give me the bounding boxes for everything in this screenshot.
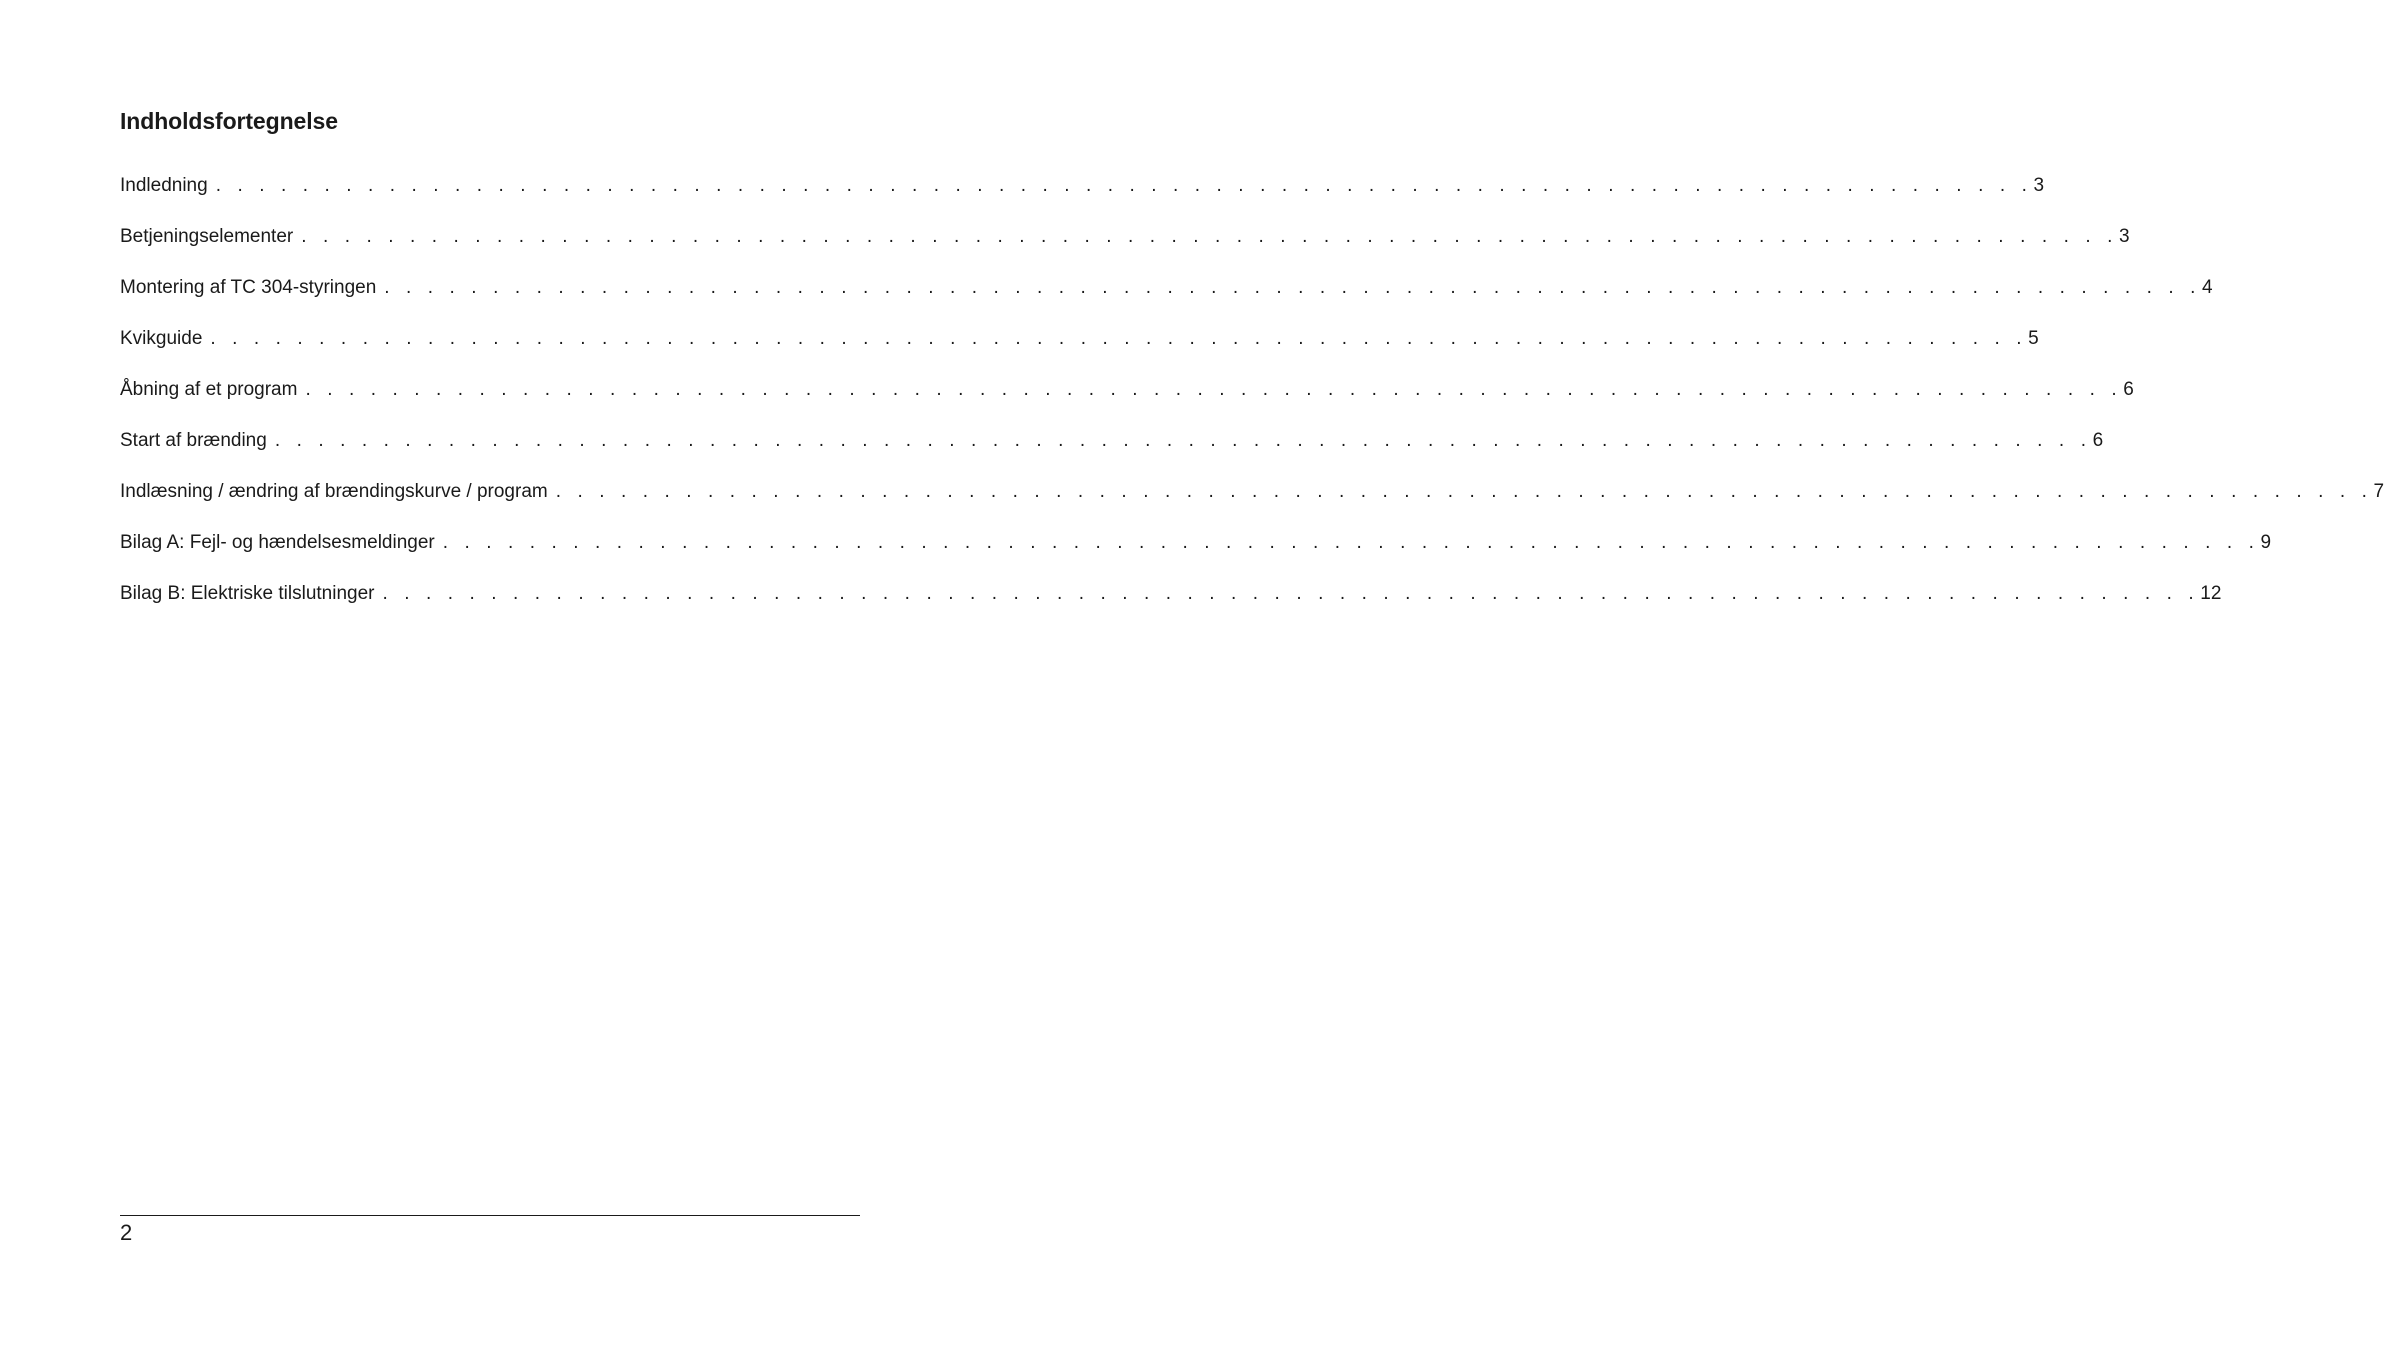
toc-entry-label: Betjeningselementer <box>120 223 301 251</box>
toc-entry-label: Indlæsning / ændring af brændingskurve / program <box>120 478 556 506</box>
dot-leader: . . . . . . . . . . . . . . . . . . . . . . . . . . . . . . . . . . . . . . . . . . . . . . . . . . . . . . . . . . . . . . . . . . . . . . . . . . . . . . . . . . . . <box>555 481 2373 502</box>
toc-entry-page: 9 <box>2260 532 2272 553</box>
toc-entry-label: Bilag A: Fejl- og hændelsesmeldinger <box>120 529 443 557</box>
dot-leader: . . . . . . . . . . . . . . . . . . . . . . . . . . . . . . . . . . . . . . . . . . . . . . . . . . . . . . . . . . . . . . . . . . . . . . . . . . . . . . . . . . . . <box>305 379 2123 400</box>
page-title: Indholdsfortegnelse <box>120 108 338 134</box>
toc-entry-bilag-a[interactable] <box>120 529 2272 580</box>
toc-entry-betjeningselementer[interactable] <box>120 223 2130 274</box>
toc-entry-page: 6 <box>2092 430 2104 451</box>
dot-leader: . . . . . . . . . . . . . . . . . . . . . . . . . . . . . . . . . . . . . . . . . . . . . . . . . . . . . . . . . . . . . . . . . . . . . . . . . . . . . . . . . . . . <box>384 277 2202 298</box>
toc-entry-page: 3 <box>2118 226 2130 247</box>
toc-entry-page: 3 <box>2033 175 2045 196</box>
toc-entry-page: 7 <box>2373 481 2384 502</box>
toc-entry-label: Montering af TC 304-styringen <box>120 274 384 302</box>
toc-entry-label: Bilag B: Elektriske tilslutninger <box>120 580 383 608</box>
toc-entry-indlaesning[interactable] <box>120 478 2384 529</box>
toc-entry-page: 12 <box>2200 583 2222 604</box>
toc-entry-label: Start af brænding <box>120 427 275 455</box>
toc-entry-start[interactable] <box>120 427 2104 478</box>
page-number: 2 <box>120 1220 133 1245</box>
dot-leader: . . . . . . . . . . . . . . . . . . . . . . . . . . . . . . . . . . . . . . . . . . . . . . . . . . . . . . . . . . . . . . . . . . . . . . . . . . . . . . . . . . . . <box>442 532 2260 553</box>
table-of-contents <box>120 172 2384 631</box>
dot-leader: . . . . . . . . . . . . . . . . . . . . . . . . . . . . . . . . . . . . . . . . . . . . . . . . . . . . . . . . . . . . . . . . . . . . . . . . . . . . . . . . . . . . <box>382 583 2200 604</box>
footer-divider <box>120 1215 860 1216</box>
toc-entry-kvikguide[interactable] <box>120 325 2039 376</box>
toc-entry-montering[interactable] <box>120 274 2213 325</box>
toc-entry-aabning[interactable] <box>120 376 2134 427</box>
dot-leader: . . . . . . . . . . . . . . . . . . . . . . . . . . . . . . . . . . . . . . . . . . . . . . . . . . . . . . . . . . . . . . . . . . . . . . . . . . . . . . . . . . . . <box>301 226 2118 247</box>
toc-entry-page: 4 <box>2202 277 2213 298</box>
toc-entry-page: 6 <box>2123 379 2134 400</box>
toc-entry-label: Åbning af et program <box>120 376 305 404</box>
toc-entry-label: Indledning <box>120 172 216 200</box>
toc-entry-page: 5 <box>2028 328 2039 349</box>
dot-leader: . . . . . . . . . . . . . . . . . . . . . . . . . . . . . . . . . . . . . . . . . . . . . . . . . . . . . . . . . . . . . . . . . . . . . . . . . . . . . . . . . . . . <box>215 175 2033 196</box>
toc-entry-label: Kvikguide <box>120 325 210 353</box>
dot-leader: . . . . . . . . . . . . . . . . . . . . . . . . . . . . . . . . . . . . . . . . . . . . . . . . . . . . . . . . . . . . . . . . . . . . . . . . . . . . . . . . . . . . <box>210 328 2028 349</box>
toc-entry-indledning[interactable] <box>120 172 2045 223</box>
toc-entry-bilag-b[interactable] <box>120 580 2222 631</box>
dot-leader: . . . . . . . . . . . . . . . . . . . . . . . . . . . . . . . . . . . . . . . . . . . . . . . . . . . . . . . . . . . . . . . . . . . . . . . . . . . . . . . . . . . . <box>274 430 2092 451</box>
